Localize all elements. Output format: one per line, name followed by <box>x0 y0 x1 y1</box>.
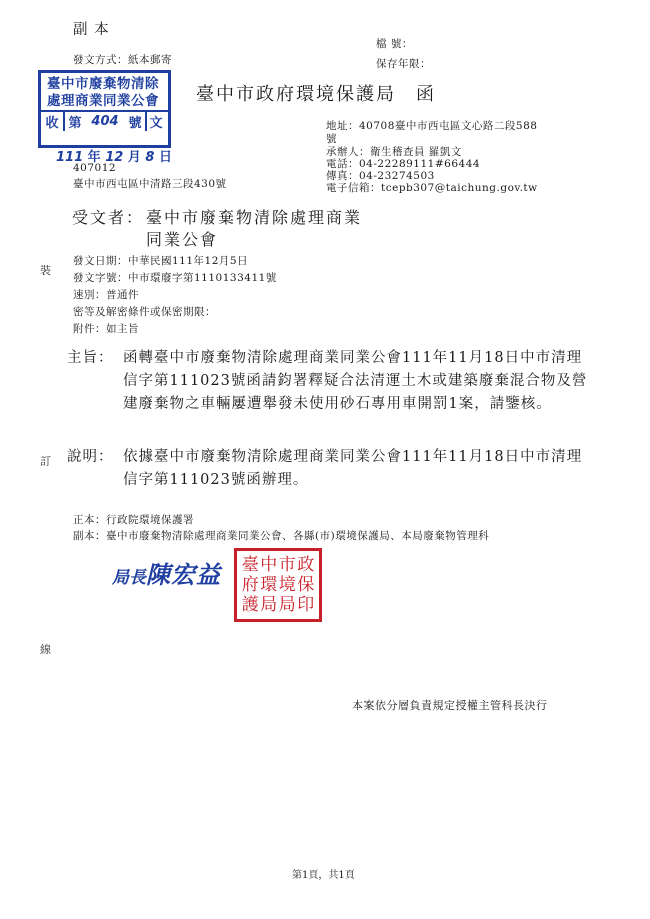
binding-mark-3: 線 <box>40 643 51 656</box>
explanation-paragraph <box>67 446 587 488</box>
stamp-year: 111 <box>56 150 84 165</box>
copy-recipients: 副本：臺中市廢棄物清除處理商業同業公會、各縣(市)環境保護局、本局廢棄物管理科 <box>73 530 490 542</box>
seal-char: 印 <box>297 595 315 615</box>
stamp-number-row <box>41 110 168 130</box>
contact-address-line1: 地址：40708臺中市西屯區文心路二段588 <box>326 120 538 132</box>
signature-name: 陳宏益 <box>146 561 221 589</box>
authorization-note: 本案依分層負責規定授權主管科長決行 <box>352 699 548 712</box>
copy-mark: 副 本 <box>73 22 110 38</box>
signature-title: 局長 <box>112 568 146 588</box>
document-number: 發文字號：中市環廢字第1110133411號 <box>73 272 277 284</box>
contact-phone: 電話：04-22289111#66444 <box>326 158 481 170</box>
director-signature <box>112 555 221 590</box>
attachment: 附件：如主旨 <box>73 323 139 335</box>
seal-char: 局 <box>278 595 296 615</box>
stamp-number: 404 <box>91 113 119 129</box>
stamp-org-line1: 臺中市廢棄物清除 <box>47 76 159 92</box>
stamp-org-line2: 處理商業同業公會 <box>47 93 159 109</box>
binding-mark-2: 訂 <box>40 455 51 468</box>
retention-label: 保存年限： <box>376 58 431 70</box>
stamp-month-unit: 月 <box>127 150 141 165</box>
delivery-method: 發文方式：紙本郵寄 <box>73 54 172 66</box>
seal-char: 中 <box>260 555 278 575</box>
seal-char: 環 <box>260 575 278 595</box>
contact-address-line2: 號 <box>326 133 337 145</box>
seal-char: 府 <box>241 575 259 595</box>
seal-char: 臺 <box>241 555 259 575</box>
original-recipient: 正本：行政院環境保護署 <box>73 514 194 526</box>
contact-fax: 傳真：04-23274503 <box>326 170 435 182</box>
addressee-name-line2: 同業公會 <box>146 230 219 249</box>
receipt-stamp <box>38 70 171 148</box>
seal-char: 政 <box>297 555 315 575</box>
stamp-no-suffix: 號 <box>128 115 142 131</box>
seal-char: 境 <box>278 575 296 595</box>
contact-email: 電子信箱：tcepb307@taichung.gov.tw <box>326 182 538 194</box>
subject-paragraph <box>67 347 588 412</box>
stamp-month: 12 <box>105 150 124 165</box>
contact-handler: 承辦人：衛生稽查員 羅凱文 <box>326 146 462 158</box>
explanation-text: 依據臺中市廢棄物清除處理商業同業公會111年11月18日中市清理信字第111023號函辦理。 <box>123 449 583 488</box>
addressee-name-line1: 臺中市廢棄物清除處理商業 <box>146 208 363 227</box>
stamp-day-unit: 日 <box>158 150 172 165</box>
official-seal <box>234 548 322 622</box>
agency-title: 臺中市政府環境保護局 函 <box>196 84 436 105</box>
subject-label: 主旨： <box>67 350 114 366</box>
explanation-label: 說明： <box>67 449 114 465</box>
seal-char: 護 <box>241 595 259 615</box>
stamp-year-unit: 年 <box>87 150 101 165</box>
file-number-label: 檔 號： <box>376 38 413 50</box>
classification: 密等及解密條件或保密期限： <box>73 306 216 318</box>
stamp-day: 8 <box>145 150 155 165</box>
issue-date: 發文日期：中華民國111年12月5日 <box>73 255 249 267</box>
subject-text: 函轉臺中市廢棄物清除處理商業同業公會111年11月18日中市清理信字第111023號函請鈞署釋疑合法清運土木或建築廢棄混合物及營建廢棄物之車輛屢遭舉發未使用砂石專用車開罰1案，請鑒核。 <box>123 350 588 412</box>
seal-char: 局 <box>260 595 278 615</box>
recipient-postcode: 407012 <box>73 162 117 174</box>
stamp-recv-label: 收 <box>45 115 59 131</box>
stamp-doc-label: 文 <box>145 112 165 131</box>
stamp-no-label: 第 <box>63 112 85 131</box>
seal-char: 保 <box>297 575 315 595</box>
recipient-address: 臺中市西屯區中清路三段430號 <box>73 178 227 190</box>
seal-char: 市 <box>278 555 296 575</box>
binding-mark-1: 裝 <box>40 264 51 277</box>
delivery-speed: 速別：普通件 <box>73 289 139 301</box>
addressee-label: 受文者： <box>72 208 145 227</box>
page-footer: 第1頁，共1頁 <box>292 870 355 881</box>
